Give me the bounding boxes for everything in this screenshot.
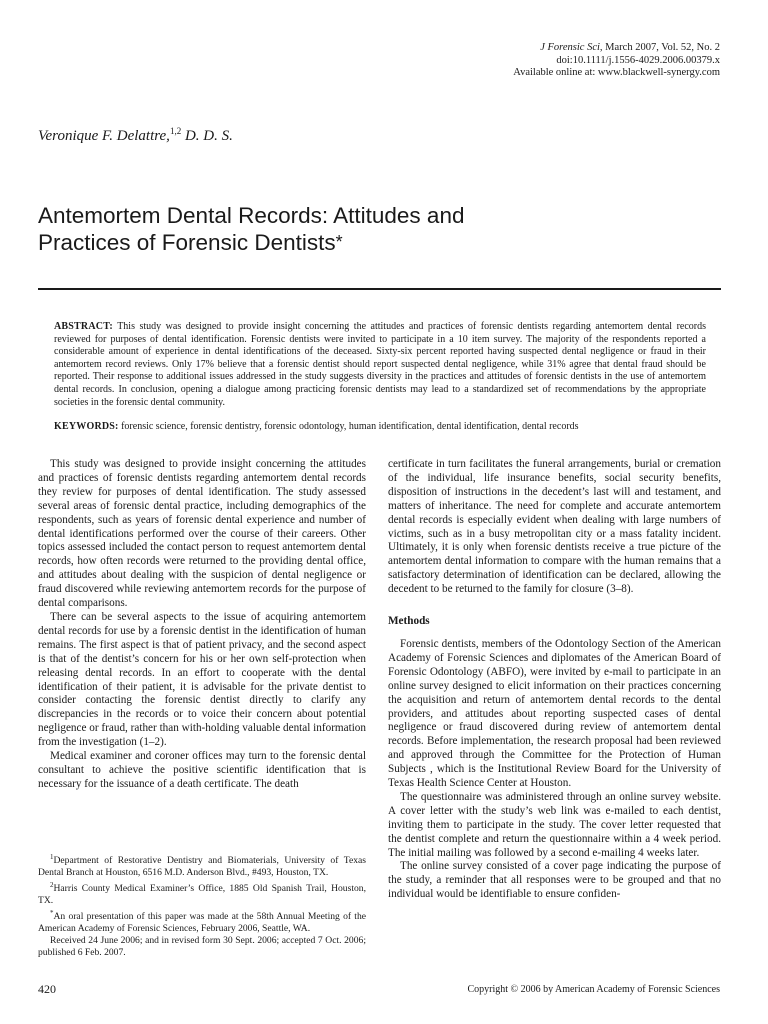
intro-paragraph-3: Medical examiner and coroner offices may turn to the forensic dental consultant to achieve the positive scientific identification that is necessary for the issuance of a death certificate. The death [38,750,366,790]
intro-paragraph-1: This study was designed to provide insight concerning the attitudes and practices of forensic dentists regarding antemortem dental records they review for purposes of dental identification. The study assessed several areas of forensic dental practice, including demographics of the respondents, such as years of forensic dental experience and number of dental identifications performed over the course of their careers. Other topics assessed included the contact person to request antemortem dental records, how often records were returned to the providing dental office, and attitudes about dealing with the suspicion of dental negligence or fraud discovered while reviewing antemortem records for the purpose of dental comparisons. [38,458,366,610]
abstract-block [54,321,706,409]
keywords-block [54,421,706,434]
right-column [388,458,721,902]
keywords-label: KEYWORDS: [54,421,119,432]
author-degree: D. D. S. [181,128,233,144]
left-column [38,458,366,792]
footnote-2-mark: 2 [50,880,54,889]
intro-paragraph-continued: certificate in turn facilitates the funeral arrangements, burial or cremation of the individual, life insurance benefits, social security benefits, disposition of instructions in the decedent’s last will and testament, and matters of inheritance. The need for complete and accurate antemortem dental records is especially evident when dealing with large numbers of victims, such as in a busy metropolitan city or a mass fatality incident. Ultimately, it is only when forensic dentists receive a true picture of the antemortem dental information to compare with the human remains that a satisfactory determination of identification can be declared, allowing the decedent to be returned to the family for closure (3–8). [388,458,721,596]
footnote-3-mark: * [50,908,54,917]
article-title [38,202,728,256]
intro-paragraph-2: There can be several aspects to the issue of acquiring antemortem dental records for use by a forensic dentist in the identification of human remains. The first aspect is that of patient privacy, and the second aspect is that of the dentist’s concern for his or her own self-protection when releasing dental records. In an effort to cooperate with the dental identification of their patient, it is advisable for the private dentist to consider contacting the forensic dentist directly to clarify any discrepancies in the records or to voice their concern about potential negligence or fraud, rather than with-holding valuable dental information from the investigation (1–2). [38,610,366,749]
methods-paragraph-1: Forensic dentists, members of the Odontology Section of the American Academy of Forensic Sciences and diplomates of the American Board of Forensic Odontology (ABFO), were invited by e-mail to participate in an online survey designed to elicit information on their practices concerning the acquisition and return of antemortem dental records to the dental providers, and attitudes about reporting suspected cases of dental negligence or fraud discovered during review of antemortem dental records. Before implementation, the research proposal had been reviewed and approved through the Committee for the Protection of Human Subjects , which is the Institutional Review Board for the University of Texas Health Science Center at Houston. [388,637,721,790]
author-name: Veronique F. Delattre, [38,128,170,144]
availability-link[interactable]: Available online at: www.blackwell-synergy.com [513,67,720,78]
title-line-1: Antemortem Dental Records: Attitudes and [38,203,465,228]
footnote-2 [38,880,366,907]
received-dates: Received 24 June 2006; and in revised form 30 Sept. 2006; accepted 7 Oct. 2006; published 6 Feb. 2007. [38,935,366,959]
doi: doi:10.1111/j.1556-4029.2006.00379.x [556,54,720,66]
affiliation-marks: 1,2 [169,126,182,136]
journal-issue: March 2007, Vol. 52, No. 2 [602,42,720,53]
footnote-1-text: Department of Restorative Dentistry and Biomaterials, University of Texas Dental Branch at Houston, 6516 M.D. Anderson Blvd., #493, Houston, TX. [38,855,366,878]
footnote-1-mark: 1 [50,853,54,861]
methods-paragraph-3: The online survey consisted of a cover page indicating the purpose of the study, a reminder that all responses were to be grouped and that no individual would be identifiable to ensure confiden- [388,860,721,901]
page-number: 420 [38,982,56,996]
journal-name: J Forensic Sci, [540,42,603,53]
abstract-text: This study was designed to provide insight concerning the attitudes and practices of forensic dentists regarding antemortem dental records reviewed for purposes of dental identification. Forensic dentists were invited to participate in a 10 item survey. The majority of the respondents reported a considerable amount of experience in dental identifications of the deceased. Sixty-six percent reported having suspected dental negligence or fraud in their antemortem record reviews. Only 17% believe that a forensic dentist should report suspected dental negligence, while 31% agree that dental fraud should be reported. Their response to additional issues addressed in the study suggests diversity in the practices and attitudes of forensic dentists in the use of antemortem dental records. In conclusion, opening a dialogue among practicing forensic dentists may lead to a standardized set of recommendations by the appropriate societies in the forensic dental community. [54,321,707,408]
title-divider [38,288,721,290]
section-heading-methods: Methods [388,615,430,628]
copyright-notice: Copyright © 2006 by American Academy of Forensic Sciences [467,984,720,995]
journal-citation [320,42,720,80]
footnote-3-text: An oral presentation of this paper was made at the 58th Annual Meeting of the American Academy of Forensic Sciences, February 2006, Seattle, WA. [38,910,366,934]
abstract-label: ABSTRACT: [54,321,113,332]
title-footnote-mark: * [335,232,343,252]
author-line [38,126,233,145]
footnote-2-text: Harris County Medical Examiner’s Office, 1885 Old Spanish Trail, Houston, TX. [38,882,366,906]
footnote-3 [38,908,366,935]
footnote-1 [38,852,366,879]
keywords-text: forensic science, forensic dentistry, forensic odontology, human identification, dental identification, dental records [121,421,579,432]
title-line-2: Practices of Forensic Dentists [38,230,336,255]
methods-paragraph-2: The questionnaire was administered through an online survey website. A cover letter with the study’s web link was e-mailed to each dentist, inviting them to participate in the study. The cover letter requested that the dentist complete and return the questionnaire within a 4 week period. The initial mailing was followed by a second e-mailing 4 weeks later. [388,790,721,859]
footnotes [38,852,366,960]
